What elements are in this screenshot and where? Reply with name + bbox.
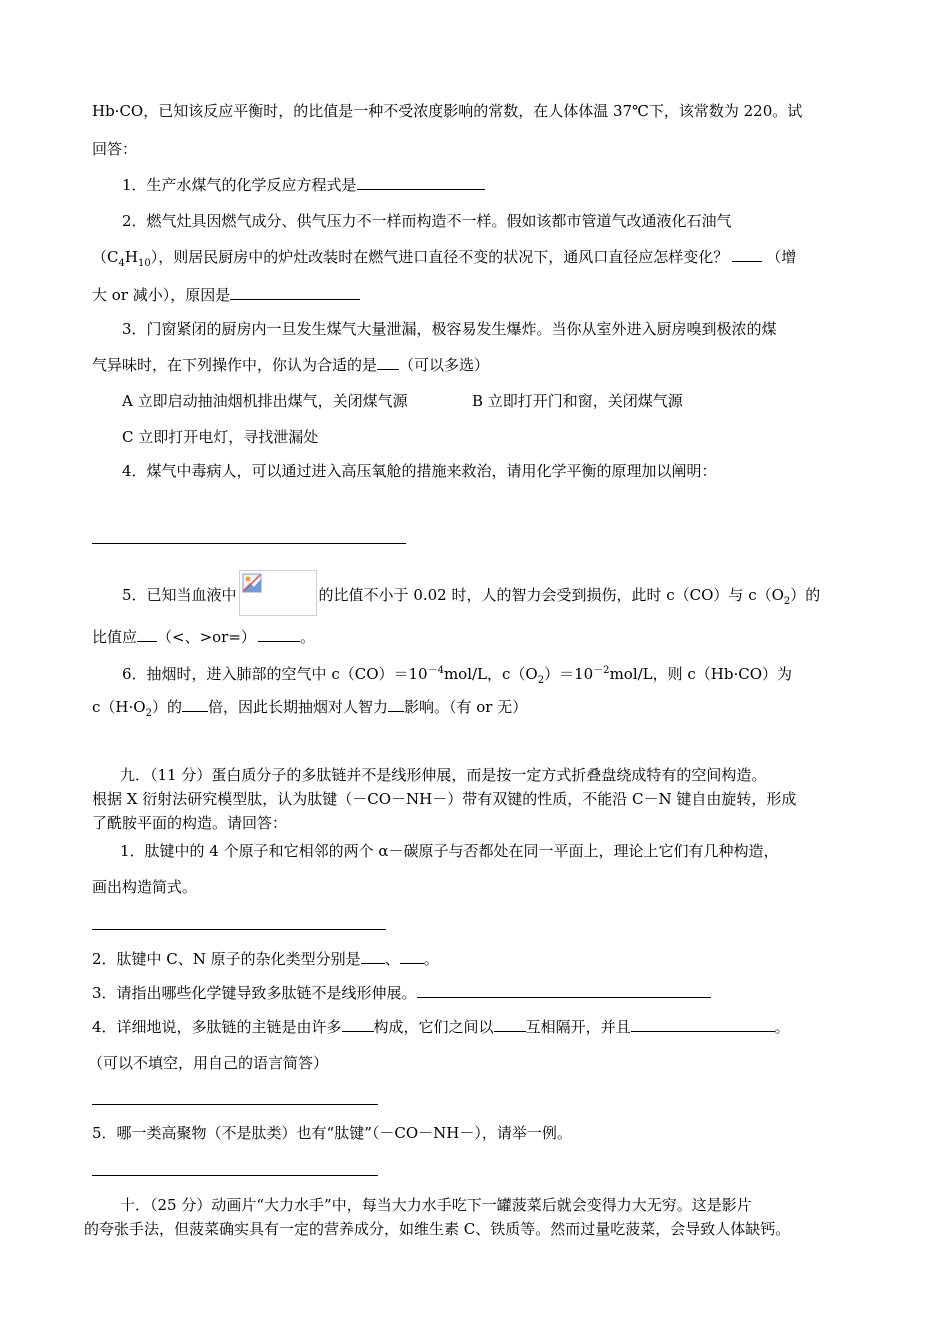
answer-blank[interactable]: [417, 983, 711, 998]
q8-part-2-line-3: 大 or 减小），原因是: [92, 285, 360, 305]
q8-part-3-line-2: 气异味时，在下列操作中，你认为合适的是 （可以多选）: [92, 356, 490, 374]
answer-line[interactable]: [92, 1175, 378, 1176]
q8-intro-line-1: Hb·CO，已知该反应平衡时，的比值是一种不受浓度影响的常数，在人体体温 37℃下，该常数为 220。试: [92, 102, 803, 120]
q9-heading-line-3: 了酰胺平面的构造。请回答：: [92, 814, 288, 832]
answer-blank[interactable]: [357, 175, 485, 190]
q9-part-2: 2．肽键中 C、N 原子的杂化类型分别是 、 。: [92, 950, 439, 968]
answer-blank[interactable]: [494, 1017, 526, 1032]
q8-option-a: A 立即启动抽油烟机排出煤气，关闭煤气源: [122, 392, 408, 410]
q8-part-6-line-1: 6．抽烟时，进入肺部的空气中 $c(CO)=10^{-4}mol/L$，$c(O_2)=10^{-2}mol/L$，则 c（Hb·CO）为: [122, 665, 793, 686]
answer-blank[interactable]: [388, 697, 404, 712]
q9-heading-line-2: 根据 X 衍射法研究模型肽，认为肽键（－CO－NH－）带有双键的性质，不能沿 C－N 键自由旋转，形成: [92, 790, 797, 808]
q8-option-b: B 立即打开门和窗，关闭煤气源: [472, 392, 683, 410]
q8-part-3-line-1: 3．门窗紧闭的厨房内一旦发生煤气大量泄漏，极容易发生爆炸。当你从室外进入厨房嗅到极浓的煤: [122, 320, 777, 338]
answer-blank[interactable]: [361, 949, 385, 964]
answer-blank[interactable]: [230, 285, 360, 300]
q10-heading-line-1: 十．（25 分）动画片“大力水手”中，每当大力水手吃下一罐菠菜后就会变得力大无穷。这是影片: [120, 1196, 752, 1214]
q8-intro-line-2: 回答：: [92, 140, 138, 158]
answer-blank[interactable]: [137, 627, 157, 642]
answer-blank[interactable]: [342, 1017, 374, 1032]
q10-heading-line-2: 的夸张手法，但菠菜确实具有一定的营养成分，如维生素 C、铁质等。然而过量吃菠菜，会导致人体缺钙。: [84, 1220, 791, 1238]
q8-option-c: C 立即打开电灯，寻找泄漏处: [122, 428, 319, 446]
answer-blank[interactable]: [258, 627, 300, 642]
q8-part-1: 1．生产水煤气的化学反应方程式是: [122, 175, 485, 195]
broken-image-icon: [242, 573, 262, 593]
q8-part-4: 4．煤气中毒病人，可以通过进入高压氧舱的措施来救治，请用化学平衡的原理加以阐明：: [122, 462, 717, 480]
answer-blank[interactable]: [631, 1017, 775, 1032]
q9-part-3: 3．请指出哪些化学键导致多肽链不是线形伸展。: [92, 983, 711, 1003]
q8-part-2-line-1: 2．燃气灶具因燃气成分、供气压力不一样而构造不一样。假如该都市管道气改通液化石油气: [122, 212, 732, 230]
answer-line[interactable]: [92, 543, 406, 544]
answer-blank[interactable]: [377, 355, 399, 370]
answer-blank[interactable]: [732, 247, 762, 262]
missing-image-placeholder: [239, 570, 317, 616]
q9-part-5: 5．哪一类高聚物（不是肽类）也有“肽键”（－CO－NH－），请举一例。: [92, 1124, 572, 1142]
answer-line[interactable]: [92, 929, 386, 930]
q9-part-1-line-1: 1．肽键中的 4 个原子和它相邻的两个 α－碳原子与否都处在同一平面上，理论上它们有几种构造，: [120, 842, 779, 860]
q8-part-5-line-1: 5．已知当血液中 的比值不小于 0.02 时，人的智力会受到损伤，此时 c（CO）与 $c(O_2)$的: [122, 573, 820, 619]
q9-part-4-line-2: （可以不填空，用自己的语言简答）: [88, 1054, 329, 1072]
q9-heading-line-1: 九．（11 分）蛋白质分子的多肽链并不是线形伸展，而是按一定方式折叠盘绕成特有的空间构造。: [120, 766, 767, 784]
answer-blank[interactable]: [400, 949, 424, 964]
q8-part-2-line-2: $(C_4H_{10})$，则居民厨房中的炉灶改装时在燃气进口直径不变的状况下，通风口直径应怎样变化？ （增: [92, 248, 797, 269]
q9-part-1-line-2: 画出构造简式。: [92, 878, 198, 896]
q8-part-6-line-2: $c(H\cdot O_2)$的 倍，因此长期抽烟对人智力 影响。（有 or 无）: [92, 698, 528, 719]
answer-blank[interactable]: [182, 697, 208, 712]
answer-line[interactable]: [92, 1104, 378, 1105]
q8-part-5-line-2: 比值应 （<、>or=） 。: [92, 628, 315, 646]
q9-part-4-line-1: 4．详细地说，多肽链的主链是由许多 构成，它们之间以 互相隔开，并且 。: [92, 1018, 790, 1036]
